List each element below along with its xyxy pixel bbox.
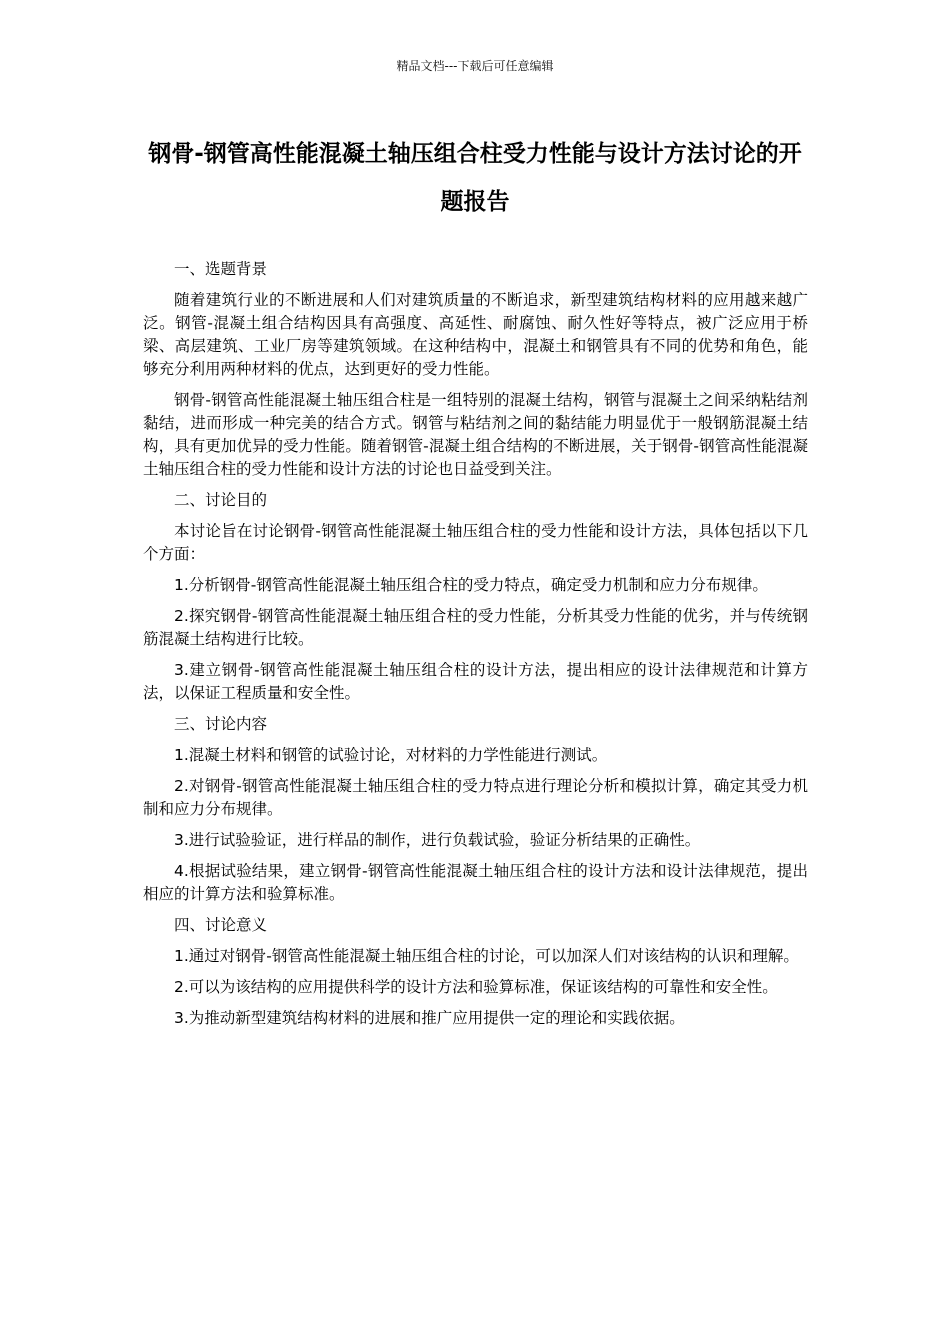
page-header-note: 精品文档---下载后可任意编辑 — [396, 59, 554, 73]
paragraph: 本讨论旨在讨论钢骨-钢管高性能混凝土轴压组合柱的受力性能和设计方法，具体包括以下几个方面： — [143, 522, 808, 563]
list-item: 3.进行试验验证，进行样品的制作，进行负载试验，验证分析结果的正确性。 — [174, 831, 701, 849]
paragraph: 钢骨-钢管高性能混凝土轴压组合柱是一组特别的混凝土结构，钢管与混凝土之间采纳粘结剂黏结，进而形成一种完美的结合方式。钢管与粘结剂之间的黏结能力明显优于一般钢筋混凝土结构，具有更加优异的受力性能。随着钢管-混凝土组合结构的不断进展，关于钢骨-钢管高性能混凝土轴压组合柱的受力性能和设计方法的讨论也日益受到关注。 — [143, 391, 808, 478]
list-item: 1.混凝土材料和钢管的试验讨论，对材料的力学性能进行测试。 — [174, 746, 608, 764]
section-purpose — [143, 489, 808, 705]
section-heading: 二、讨论目的 — [174, 491, 268, 509]
list-item: 2.探究钢骨-钢管高性能混凝土轴压组合柱的受力性能，分析其受力性能的优劣，并与传统钢筋混凝土结构进行比较。 — [143, 607, 808, 648]
section-content — [143, 713, 808, 906]
list-item: 1.分析钢骨-钢管高性能混凝土轴压组合柱的受力特点，确定受力机制和应力分布规律。 — [174, 576, 768, 594]
list-item: 2.对钢骨-钢管高性能混凝土轴压组合柱的受力特点进行理论分析和模拟计算，确定其受力机制和应力分布规律。 — [143, 777, 808, 818]
section-background — [143, 258, 808, 481]
paragraph: 随着建筑行业的不断进展和人们对建筑质量的不断追求，新型建筑结构材料的应用越来越广泛。钢管-混凝土组合结构因具有高强度、高延性、耐腐蚀、耐久性好等特点，被广泛应用于桥梁、高层建筑、工业厂房等建筑领域。在这种结构中，混凝土和钢管具有不同的优势和角色，能够充分利用两种材料的优点，达到更好的受力性能。 — [143, 291, 808, 378]
section-heading: 一、选题背景 — [174, 260, 268, 278]
list-item: 2.可以为该结构的应用提供科学的设计方法和验算标准，保证该结构的可靠性和安全性。 — [174, 978, 778, 996]
document-body — [143, 258, 808, 1038]
section-heading: 四、讨论意义 — [174, 916, 268, 934]
document-title: 钢骨-钢管高性能混凝土轴压组合柱受力性能与设计方法讨论的开题报告 — [148, 141, 802, 215]
list-item: 4.根据试验结果，建立钢骨-钢管高性能混凝土轴压组合柱的设计方法和设计法律规范，提出相应的计算方法和验算标准。 — [143, 862, 808, 903]
list-item: 3.建立钢骨-钢管高性能混凝土轴压组合柱的设计方法，提出相应的设计法律规范和计算方法，以保证工程质量和安全性。 — [143, 661, 808, 702]
list-item: 3.为推动新型建筑结构材料的进展和推广应用提供一定的理论和实践依据。 — [174, 1009, 685, 1027]
list-item: 1.通过对钢骨-钢管高性能混凝土轴压组合柱的讨论，可以加深人们对该结构的认识和理解。 — [174, 947, 799, 965]
section-significance — [143, 914, 808, 1030]
section-heading: 三、讨论内容 — [174, 715, 268, 733]
